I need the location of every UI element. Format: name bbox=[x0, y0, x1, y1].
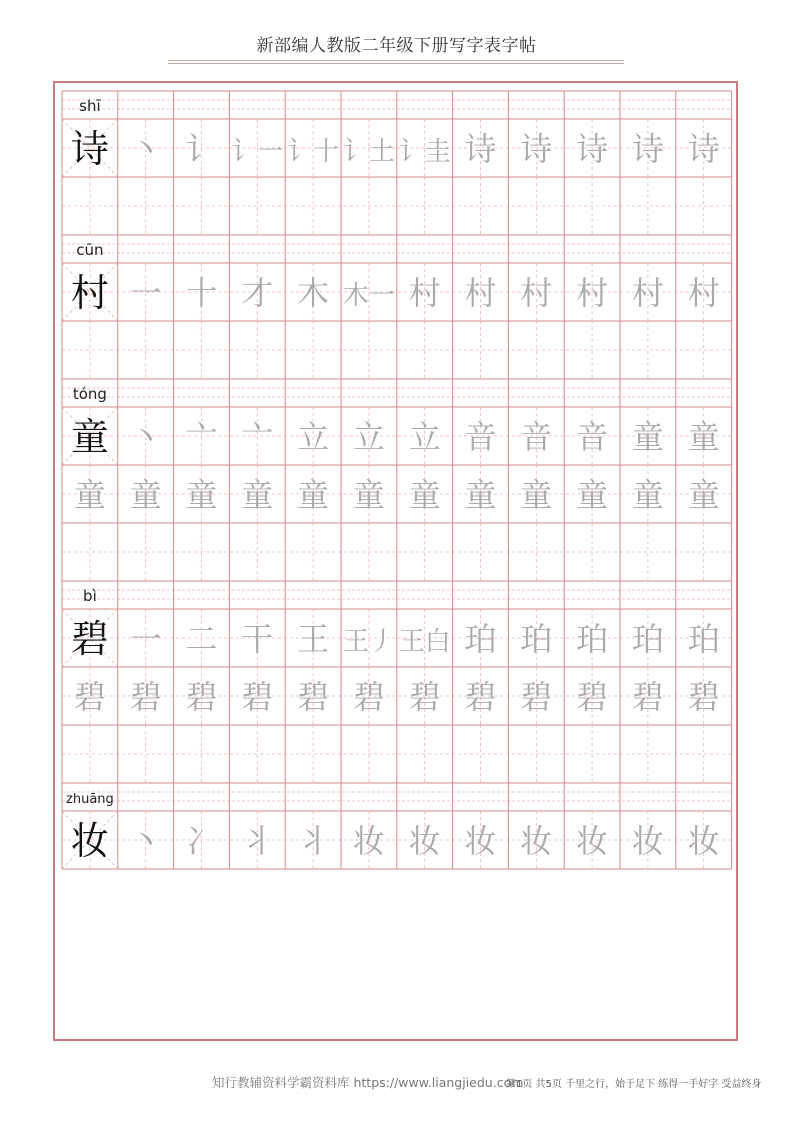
stroke-order-character: 王白 bbox=[398, 627, 451, 657]
model-character: 村 bbox=[70, 271, 109, 315]
model-character: 妆 bbox=[70, 819, 109, 863]
stroke-order-character: 童 bbox=[631, 418, 664, 456]
pinyin-label: zhuāng bbox=[66, 792, 114, 807]
stroke-order-character: 村 bbox=[464, 274, 497, 312]
trace-character: 碧 bbox=[576, 678, 609, 716]
trace-character: 童 bbox=[129, 476, 162, 514]
stroke-order-character: 村 bbox=[576, 274, 609, 312]
footer-source: 知行教辅资料学霸资料库 https://www.liangjiedu.com bbox=[212, 1075, 524, 1090]
stroke-order-character: 村 bbox=[408, 274, 441, 312]
stroke-order-character: 二 bbox=[185, 620, 218, 658]
stroke-order-character: 亠 bbox=[185, 418, 218, 456]
pinyin-label: tóng bbox=[72, 385, 107, 403]
stroke-order-character: 立 bbox=[297, 418, 330, 456]
stroke-order-character: 珀 bbox=[520, 620, 553, 658]
trace-character: 碧 bbox=[297, 678, 330, 716]
stroke-order-character: 村 bbox=[687, 274, 720, 312]
stroke-order-character: 丶 bbox=[129, 418, 162, 456]
trace-character: 童 bbox=[241, 476, 274, 514]
stroke-order-character: 丬 bbox=[241, 822, 274, 860]
pinyin-label: cūn bbox=[76, 241, 104, 259]
trace-character: 童 bbox=[352, 476, 385, 514]
stroke-order-character: 丶 bbox=[129, 130, 162, 168]
trace-character: 碧 bbox=[687, 678, 720, 716]
stroke-order-character: 妆 bbox=[408, 822, 441, 860]
stroke-order-character: 音 bbox=[520, 418, 553, 456]
model-character: 碧 bbox=[70, 617, 109, 661]
stroke-order-character: 丬 bbox=[297, 822, 330, 860]
stroke-order-character: 妆 bbox=[631, 822, 664, 860]
stroke-order-character: 王丿 bbox=[342, 627, 395, 657]
stroke-order-character: 一 bbox=[129, 274, 162, 312]
trace-character: 童 bbox=[297, 476, 330, 514]
page-title: 新部编人教版二年级下册写字表字帖 bbox=[256, 36, 537, 56]
trace-character: 碧 bbox=[520, 678, 553, 716]
stroke-order-character: 木一 bbox=[342, 281, 395, 311]
stroke-order-character: 讠土 bbox=[342, 137, 395, 167]
stroke-order-character: 妆 bbox=[687, 822, 720, 860]
stroke-order-character: 讠 bbox=[185, 130, 218, 168]
trace-character: 碧 bbox=[185, 678, 218, 716]
stroke-order-character: 珀 bbox=[464, 620, 497, 658]
trace-character: 碧 bbox=[631, 678, 664, 716]
stroke-order-character: 珀 bbox=[576, 620, 609, 658]
pinyin-label: shī bbox=[79, 97, 101, 115]
model-character: 诗 bbox=[70, 127, 109, 171]
trace-character: 童 bbox=[576, 476, 609, 514]
stroke-order-character: 村 bbox=[631, 274, 664, 312]
stroke-order-character: 珀 bbox=[631, 620, 664, 658]
stroke-order-character: 诗 bbox=[520, 130, 553, 168]
stroke-order-character: 讠一 bbox=[231, 137, 284, 167]
pinyin-label: bì bbox=[83, 587, 97, 605]
trace-character: 碧 bbox=[352, 678, 385, 716]
trace-character: 碧 bbox=[129, 678, 162, 716]
trace-character: 童 bbox=[687, 476, 720, 514]
stroke-order-character: 音 bbox=[576, 418, 609, 456]
trace-character: 碧 bbox=[408, 678, 441, 716]
trace-character: 碧 bbox=[241, 678, 274, 716]
stroke-order-character: 讠圭 bbox=[398, 137, 451, 167]
stroke-order-character: 丶 bbox=[129, 822, 162, 860]
page-footer bbox=[0, 1073, 793, 1093]
trace-character: 童 bbox=[631, 476, 664, 514]
model-character: 童 bbox=[70, 415, 109, 459]
stroke-order-character: 村 bbox=[520, 274, 553, 312]
stroke-order-character: 冫 bbox=[185, 822, 218, 860]
stroke-order-character: 诗 bbox=[687, 130, 720, 168]
trace-character: 童 bbox=[73, 476, 106, 514]
footer-page-info: 第1页 共5页 千里之行，始于足下 练得一手好字 受益终身 bbox=[506, 1079, 762, 1090]
stroke-order-character: 木 bbox=[297, 274, 330, 312]
trace-character: 碧 bbox=[464, 678, 497, 716]
stroke-order-character: 妆 bbox=[576, 822, 609, 860]
stroke-order-character: 诗 bbox=[631, 130, 664, 168]
trace-character: 童 bbox=[185, 476, 218, 514]
stroke-order-character: 音 bbox=[464, 418, 497, 456]
trace-character: 童 bbox=[464, 476, 497, 514]
stroke-order-character: 十 bbox=[185, 274, 218, 312]
stroke-order-character: 才 bbox=[241, 274, 274, 312]
stroke-order-character: 立 bbox=[408, 418, 441, 456]
stroke-order-character: 妆 bbox=[352, 822, 385, 860]
stroke-order-character: 讠十 bbox=[287, 137, 340, 167]
stroke-order-character: 童 bbox=[687, 418, 720, 456]
stroke-order-character: 干 bbox=[241, 620, 274, 658]
stroke-order-character: 妆 bbox=[464, 822, 497, 860]
stroke-order-character: 一 bbox=[129, 620, 162, 658]
trace-character: 童 bbox=[408, 476, 441, 514]
stroke-order-character: 珀 bbox=[687, 620, 720, 658]
page-frame bbox=[53, 81, 738, 1041]
stroke-order-character: 王 bbox=[297, 620, 330, 658]
trace-character: 碧 bbox=[73, 678, 106, 716]
stroke-order-character: 诗 bbox=[464, 130, 497, 168]
stroke-order-character: 立 bbox=[352, 418, 385, 456]
stroke-order-character: 诗 bbox=[576, 130, 609, 168]
stroke-order-character: 妆 bbox=[520, 822, 553, 860]
trace-character: 童 bbox=[520, 476, 553, 514]
stroke-order-character: 亠 bbox=[241, 418, 274, 456]
